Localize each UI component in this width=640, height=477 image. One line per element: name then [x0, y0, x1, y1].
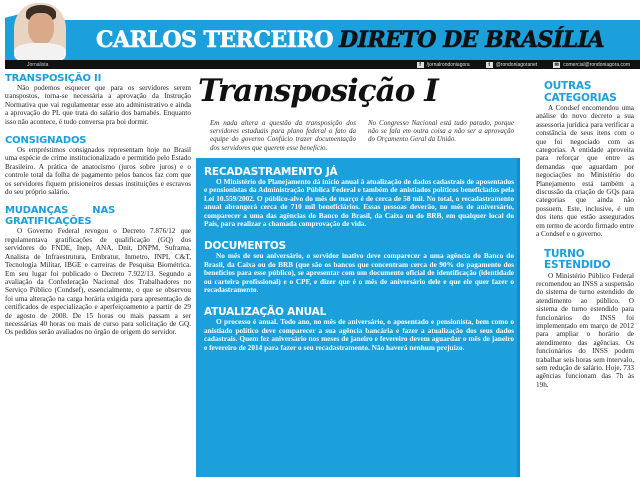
- section-heading: MUDANÇAS NAS GRATIFICAÇÕES: [5, 205, 115, 228]
- section-documentos: [204, 240, 514, 294]
- facebook-icon: f: [417, 62, 424, 68]
- section-outras-categorias: [526, 81, 634, 239]
- section-heading: TRANSPOSIÇÃO II: [5, 73, 102, 84]
- twitter-icon: t: [486, 62, 493, 68]
- column-header: [0, 0, 640, 70]
- column-name: DIRETO DE BRASÍLIA: [338, 27, 605, 53]
- twitter-handle[interactable]: @rondoniagoranet: [495, 61, 538, 68]
- author-role: Jornalista: [27, 61, 49, 68]
- intro-paragraph: No Congresso Nacional está tudo parado, porque não se fala em outra coisa a não ser a aprovação do Orçamento Geral da União.: [368, 119, 514, 144]
- email-icon: ✉: [554, 61, 559, 68]
- box-edge: [517, 158, 520, 477]
- right-column: [526, 73, 634, 399]
- author-name: CARLOS TERCEIRO: [96, 27, 333, 53]
- article-title: Transposição I: [198, 73, 438, 109]
- section-heading: OUTRAS CATEGORIAS: [544, 80, 617, 104]
- main-article: [196, 73, 520, 352]
- contact-facebook[interactable]: [417, 62, 470, 68]
- header-strip: [5, 60, 640, 69]
- left-column: [5, 73, 191, 346]
- section-transposicao-ii: [5, 73, 191, 126]
- contact-twitter[interactable]: [486, 62, 538, 68]
- contact-email[interactable]: [553, 62, 630, 68]
- section-body: Os empréstimos consignados representam hoje no Brasil uma espécie de crime institucionalizado e permitido pelo Estado Brasileiro. A prática de anatocismo (juros sobre juros) e o controle total da folha de pagamento pelos bancos faz com que os servidores fiquem prisioneiros dessas instituições e escravos do seu próprio salário.: [5, 146, 191, 197]
- section-heading: DOCUMENTOS: [204, 240, 286, 253]
- section-atualizacao-anual: [204, 306, 514, 352]
- header-title: [96, 22, 604, 58]
- section-body: No mês de seu aniversário, o servidor inativo deve comparecer a uma agência do Banco do Brasil, da Caixa ou do BRB (que são os bancos que concentram cerca de 90% do pagamento dos benefícios para esse público), se apresentar com um documento oficial de identificação (identidade ou carteira profissional) e o CPF, e dizer que é o mês de aniversário dele e que ele quer fazer o recadastramento.: [204, 251, 514, 295]
- avatar-shirt: [14, 43, 66, 60]
- intro-paragraph: Em nada altera a questão da transposição dos servidores estaduais para plano federal o fato da equipe do governo Confúcio trazer documentação dos servidores que querem esse benefício.: [210, 119, 356, 152]
- email-address[interactable]: comercial@rondoniagora.com: [563, 61, 630, 68]
- section-body: O Governo Federal revogou o Decreto 7.876/12 que regulamentava gratificações de qualificação (GQ) dos servidores do FNDE, Inep, ANA, Dnit, DNPM, Suframa, Analista de Infraestrutura, Embratur, Inmetro, INPI, C&T, Tecnologia Militar, IBGE e carreiras de Pesquisa Biométrica. Em seu lugar foi publicado o Decreto 7.922/13. Segundo a avaliação da Confederação Nacional dos Trabalhadores no Serviço Público (Condsef), essencialmente, o que se observou foi uma alteração na carga horária exigida para apresentação de certificados de especialização e aperfeiçoamento a partir de 29 de agosto de 2008. De 15 horas ou mais passam a ser necessárias 40 horas ou mais de curso para solicitação de GQ. Os pedidos serão avaliados no órgão de origem do servidor.: [5, 227, 191, 337]
- section-body: O Ministério Público Federal recomendou ao INSS a suspensão do sistema de turno estendido de atendimento ao público. O sistema de turno estendido para funcionários do INSS foi implementado em março de 2012 para ampliar o horário de atendimento das agências. Os funcionários do INSS podem trabalhar seis horas sem intervalo, sem redução de salário. Hoje, 733 agências funcionam das 7h às 19h.: [536, 271, 634, 389]
- section-heading: ATUALIZAÇÃO ANUAL: [204, 306, 327, 319]
- section-turno-estendido: [526, 249, 634, 390]
- section-body: O Ministério do Planejamento dá início anual à atualização de dados cadastrais de aposentados e pensionistas da Administração Pública Federal e também de anistiados políticos beneficiados pela Lei 10.559/2002. O público-alvo do mês de março é de cerca de 58 mil. No total, o recadastramento anual abrangerá cerca de 710 mil beneficiários. Essas pessoas deverão, no mês de aniversário, comparecer a uma das agências do Banco do Brasil, da Caixa ou do BRB, em qualquer local do País, para realizar a chamada comprovação de vida.: [204, 177, 514, 229]
- section-heading: CONSIGNADOS: [5, 135, 87, 147]
- contact-list: [417, 60, 630, 69]
- section-recadastramento: [204, 166, 514, 228]
- facebook-handle[interactable]: /jornalrondoniagora: [426, 61, 470, 68]
- highlight-box: [196, 158, 520, 477]
- section-body: O processo é anual. Todo ano, no mês de aniversário, o aposentado e pensionista, bem como o anistiado político deve comparecer a sua agência bancária e fazer a atualização dos seus dados cadastrais. Quem fez aniversário nos meses de janeiro e fevereiro devem aguardar o mês de janeiro e fevereiro de 2014 para fazer o seu recadastramento. Não haverá nenhum prejuízo.: [204, 317, 514, 352]
- section-body: Não podemos esquecer que para os servidores serem transpostos, torna-se necessária a aprovação da Instrução Normativa que vai regulamentar esse ato administrativo e ainda a aprovação do PL que trata do salário dos barnabés. Enquanto isso não acontece, é tudo conversa pra boi dormir.: [5, 84, 191, 126]
- section-heading: RECADASTRAMENTO JÁ: [204, 166, 338, 178]
- section-mudancas-gratificacoes: [5, 205, 191, 336]
- section-consignados: [5, 135, 191, 196]
- section-heading: TURNO ESTENDIDO: [544, 247, 611, 271]
- author-photo: [14, 3, 66, 60]
- section-body: A Condsef encomendou uma análise do novo decreto a sua assessoria jurídica para verificar a constância de seus itens com o que foi negociado com as categorias. A entidade aproveita para reforçar que entre as demandas que aguardam por negociações no Ministério do Planejamento está também a discussão da criação de GQs para categorias que ainda não possuem. Este, inclusive, é um dos itens que estão assegurados em termo de acordo firmado entre a Condsef e o governo.: [536, 104, 634, 239]
- avatar-face: [28, 13, 54, 45]
